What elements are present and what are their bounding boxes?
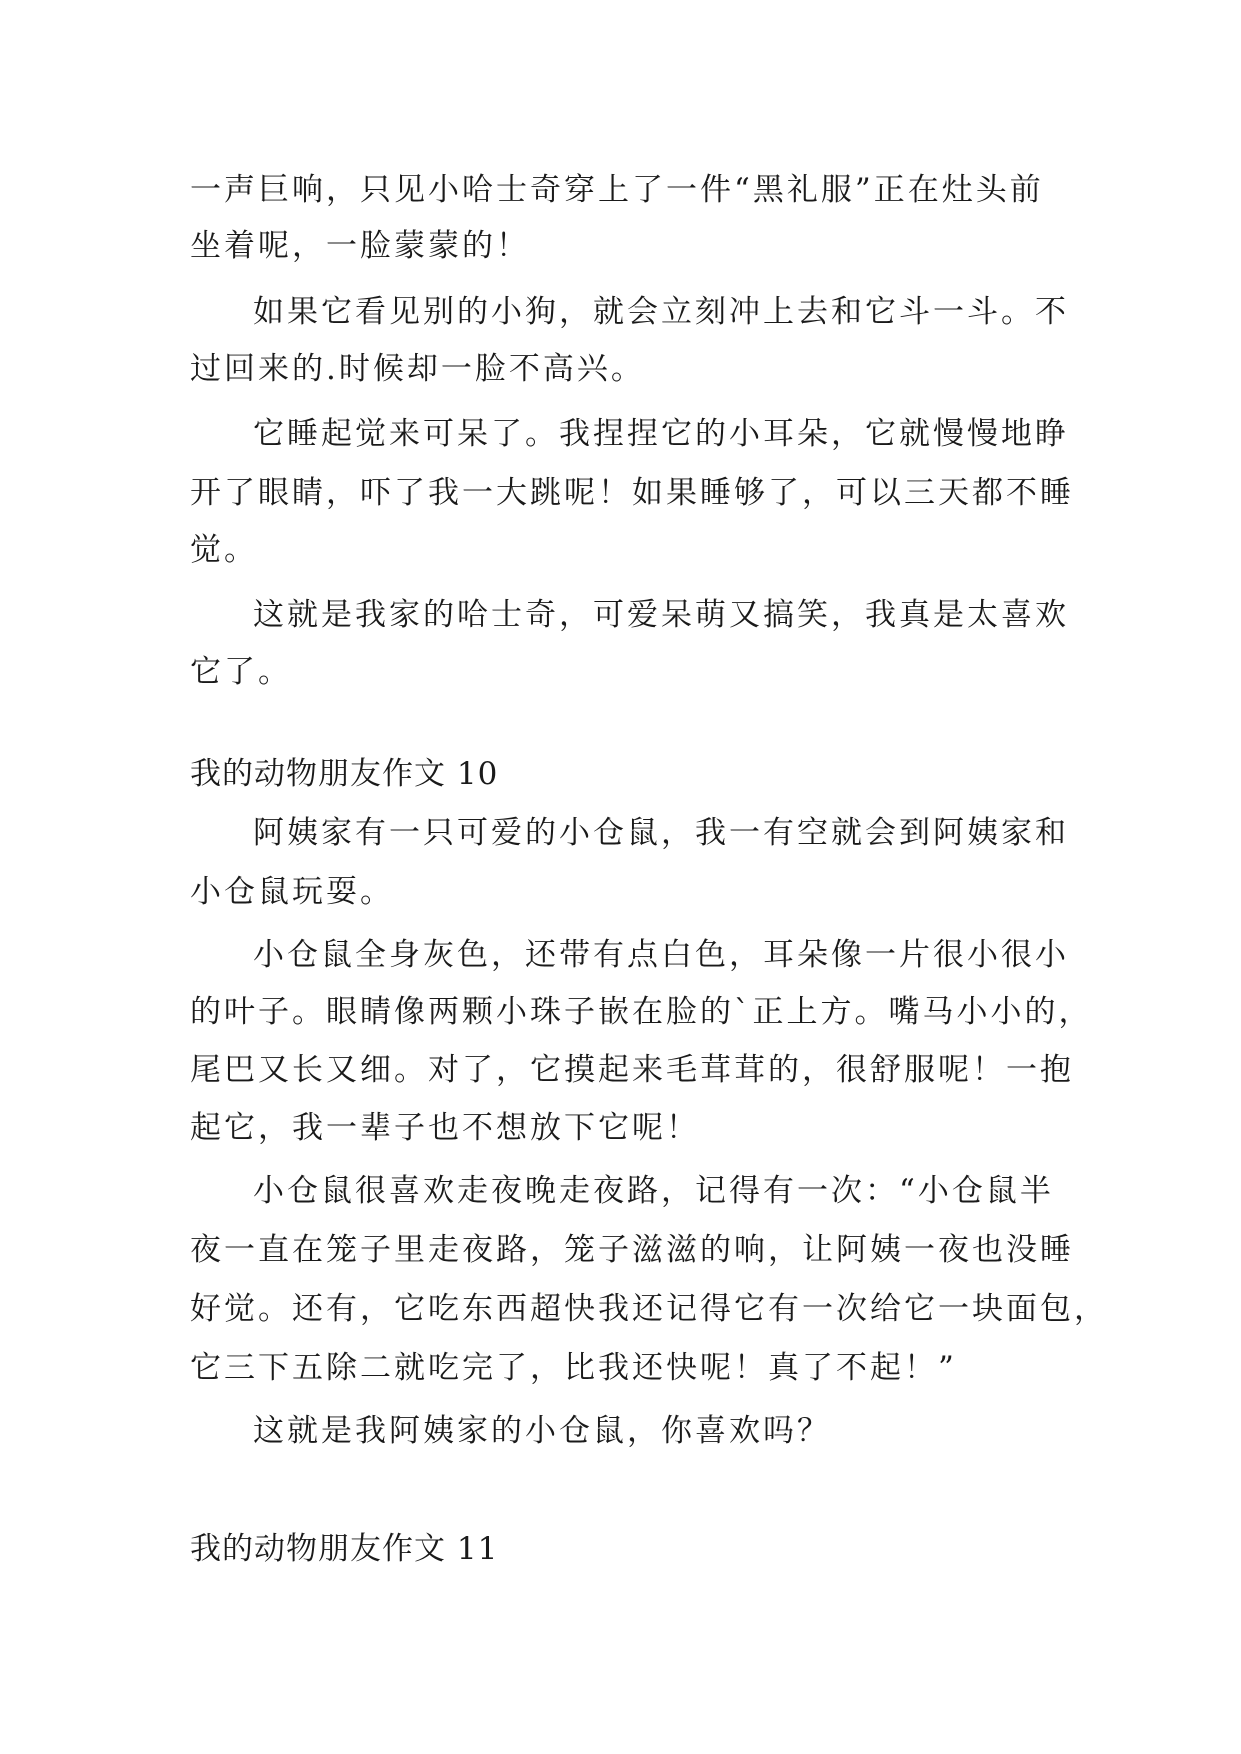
- paragraph-line: 觉。: [190, 532, 258, 568]
- paragraph-line: 它三下五除二就吃完了，比我还快呢！真了不起！”: [190, 1350, 957, 1386]
- paragraph-line: 尾巴又长又细。对了，它摸起来毛茸茸的，很舒服呢！一抱: [190, 1052, 1074, 1088]
- paragraph-line: 开了眼睛，吓了我一大跳呢！如果睡够了，可以三天都不睡: [190, 475, 1074, 511]
- paragraph-line: 如果它看见别的小狗，就会立刻冲上去和它斗一斗。不: [253, 294, 1069, 330]
- section-heading: 我的动物朋友作文 11: [190, 1531, 499, 1567]
- paragraph-line: 阿姨家有一只可爱的小仓鼠，我一有空就会到阿姨家和: [253, 815, 1069, 851]
- paragraph-line: 小仓鼠全身灰色，还带有点白色，耳朵像一片很小很小: [253, 937, 1069, 973]
- paragraph-line: 夜一直在笼子里走夜路，笼子滋滋的响，让阿姨一夜也没睡: [190, 1232, 1074, 1268]
- paragraph-line: 好觉。还有，它吃东西超快我还记得它有一次给它一块面包，: [190, 1291, 1108, 1327]
- paragraph-line: 一声巨响，只见小哈士奇穿上了一件“黑礼服”正在灶头前: [190, 172, 1044, 208]
- paragraph-line: 坐着呢，一脸蒙蒙的！: [190, 228, 530, 264]
- paragraph-line: 小仓鼠玩耍。: [190, 874, 394, 910]
- section-heading: 我的动物朋友作文 10: [190, 756, 499, 792]
- paragraph-line: 它睡起觉来可呆了。我捏捏它的小耳朵，它就慢慢地睁: [253, 416, 1069, 452]
- paragraph-line: 起它，我一辈子也不想放下它呢！: [190, 1110, 700, 1146]
- paragraph-line: 小仓鼠很喜欢走夜晚走夜路，记得有一次：“小仓鼠半: [253, 1173, 1054, 1209]
- paragraph-line: 这就是我家的哈士奇，可爱呆萌又搞笑，我真是太喜欢: [253, 597, 1069, 633]
- paragraph-line: 它了。: [190, 654, 292, 690]
- paragraph-line: 过回来的.时候却一脸不高兴。: [190, 351, 645, 387]
- paragraph-line: 的叶子。眼睛像两颗小珠子嵌在脸的`正上方。嘴马小小的，: [190, 994, 1093, 1030]
- paragraph-line: 这就是我阿姨家的小仓鼠，你喜欢吗？: [253, 1413, 831, 1449]
